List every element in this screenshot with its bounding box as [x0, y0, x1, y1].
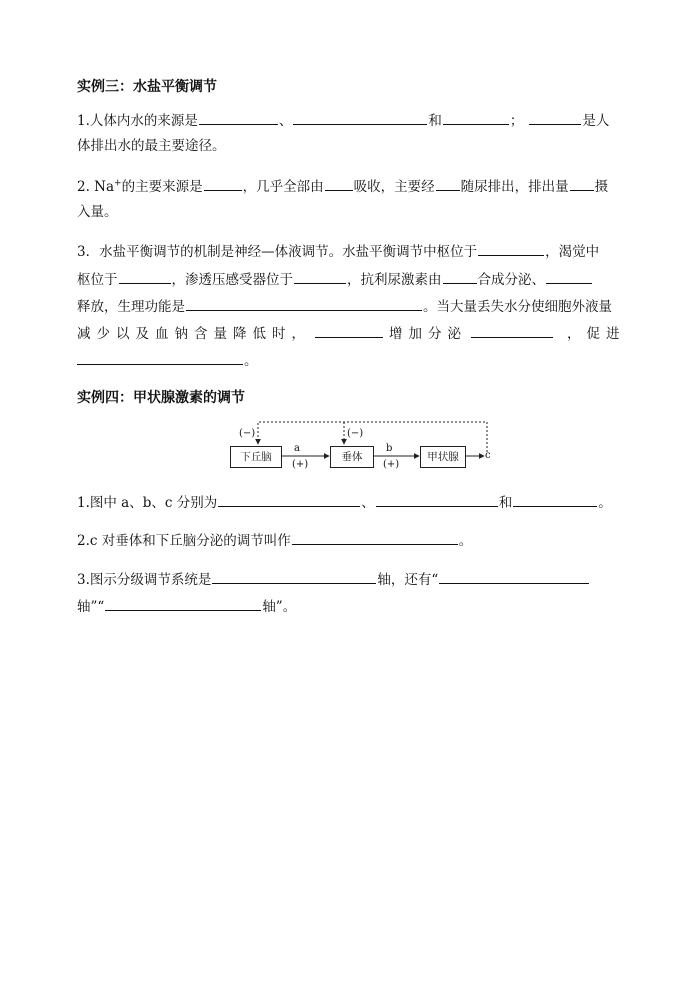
section-title-water-salt: 实例三：水盐平衡调节: [77, 79, 217, 95]
s3-q3-text: 。当大量丢失水分使细胞外液量: [423, 299, 612, 315]
answer-blank[interactable]: [546, 269, 592, 284]
answer-blank[interactable]: [292, 530, 458, 545]
answer-blank[interactable]: [376, 492, 498, 507]
answer-blank[interactable]: [186, 296, 422, 311]
s4-q3-text: 轴”。: [262, 599, 297, 615]
s3-q3-text: 合成分泌、: [477, 272, 545, 288]
s3-q2-line2: 入量。: [77, 204, 118, 220]
s3-q2-text-e: 随尿排出，排出量: [460, 179, 569, 195]
s3-q3-text: ，渴觉中: [545, 244, 600, 260]
s3-q1-text-d: ；: [509, 113, 524, 129]
s4-q3-text: 轴，还有“: [377, 572, 439, 588]
s4-q1-text: 和: [498, 495, 513, 511]
s4-q1-text: 、: [361, 495, 375, 511]
s3-q3-text: 减少以及血钠含量降低时，: [77, 326, 311, 342]
s3-q1-text-e: 是人: [582, 113, 610, 129]
s4-q2-text: 2.c 对垂体和下丘脑分泌的调节叫作: [77, 533, 291, 549]
hormone-c-label: c: [485, 450, 491, 461]
s4-q2-text: 。: [458, 533, 473, 549]
s3-q3-text: ，抗利尿激素由: [347, 272, 442, 288]
s4-q1-text: 。: [598, 495, 612, 511]
answer-blank[interactable]: [325, 176, 353, 191]
answer-blank[interactable]: [293, 110, 427, 125]
pituitary-box: 垂体: [330, 446, 374, 468]
answer-blank[interactable]: [212, 569, 376, 584]
thyroid-regulation-diagram: [228, 418, 498, 470]
hypothalamus-box: 下丘脑: [230, 446, 282, 468]
s3-q1-text-c: 和: [428, 113, 442, 129]
s4-q2-line: [77, 530, 472, 550]
answer-blank[interactable]: [294, 269, 346, 284]
s3-q3-line2: [77, 269, 593, 289]
hormone-a-label: a: [294, 443, 300, 454]
thyroid-box: 甲状腺: [420, 446, 466, 468]
s3-q1-line1: [77, 110, 609, 130]
s3-q3-text: ，促进: [567, 326, 626, 342]
answer-blank[interactable]: [443, 110, 509, 125]
s4-q1-text: 1.图中 a、b、c 分别为: [77, 495, 218, 511]
s3-q2-text-f: 摄: [594, 179, 609, 195]
s3-q3-text: 3．水盐平衡调节的机制是神经—体液调节。水盐平衡调节中枢位于: [77, 244, 478, 260]
s4-q1-line: [77, 492, 612, 512]
answer-blank[interactable]: [529, 110, 581, 125]
answer-blank[interactable]: [105, 596, 261, 611]
answer-blank[interactable]: [513, 492, 597, 507]
answer-blank[interactable]: [443, 269, 477, 284]
answer-blank[interactable]: [204, 176, 242, 191]
s3-q3-line3: [77, 296, 612, 316]
s3-q3-text: 增加分泌: [389, 326, 467, 342]
answer-blank[interactable]: [570, 176, 594, 191]
answer-blank[interactable]: [436, 176, 460, 191]
s3-q2-line1: [77, 176, 608, 196]
answer-blank[interactable]: [77, 350, 243, 365]
s3-q3-text: 枢位于: [77, 272, 118, 288]
s3-q1-line2: 体排出水的最主要途径。: [77, 138, 226, 154]
negative-feedback-label: (−): [347, 428, 364, 439]
s3-q2-text-d: 吸收，主要经: [353, 179, 435, 195]
s4-q3-line1: [77, 569, 590, 589]
s3-q3-text: 释放，生理功能是: [77, 299, 185, 315]
s3-q1-text-b: 、: [278, 113, 293, 129]
s3-q3-text: 。: [244, 353, 258, 369]
answer-blank[interactable]: [218, 492, 360, 507]
section-title-thyroid: 实例四：甲状腺激素的调节: [77, 390, 245, 406]
s4-q3-text: 轴”“: [77, 599, 105, 615]
s3-q2-text-b: 的主要来源是: [121, 179, 203, 195]
negative-feedback-label: (−): [239, 428, 256, 439]
promote-label: (+): [292, 459, 309, 470]
s3-q3-line1: [77, 241, 599, 261]
s3-q1-text-a: 1.人体内水的来源是: [77, 113, 198, 129]
promote-label: (+): [383, 459, 400, 470]
answer-blank[interactable]: [119, 269, 171, 284]
answer-blank[interactable]: [315, 323, 383, 338]
answer-blank[interactable]: [199, 110, 278, 125]
answer-blank[interactable]: [471, 323, 553, 338]
answer-blank[interactable]: [478, 241, 544, 256]
s3-q3-line5: [77, 350, 258, 370]
hormone-b-label: b: [386, 443, 393, 454]
s3-q2-sup: +: [114, 178, 122, 189]
s3-q2-text-a: 2. Na: [77, 179, 115, 195]
s4-q3-text: 3.图示分级调节系统是: [77, 572, 212, 588]
s3-q2-text-c: ，几乎全部由: [242, 179, 324, 195]
s4-q3-line2: [77, 596, 296, 616]
s3-q3-text: ，渗透压感受器位于: [171, 272, 293, 288]
answer-blank[interactable]: [439, 569, 589, 584]
s3-q3-line4: [77, 323, 626, 343]
